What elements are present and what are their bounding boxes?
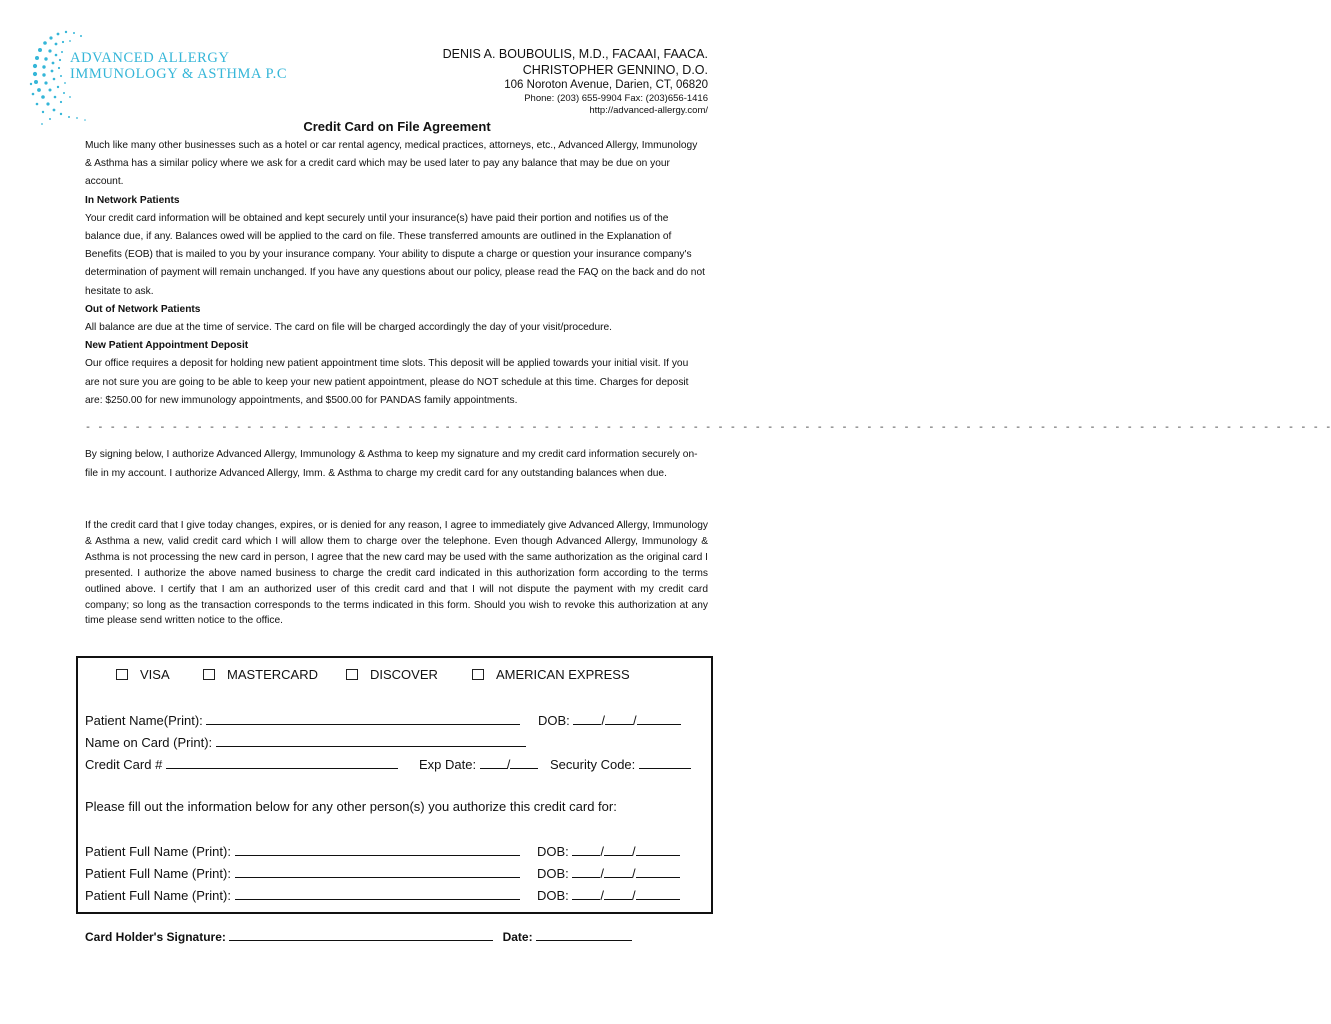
out-network-heading: Out of Network Patients bbox=[85, 303, 201, 315]
dob-label: DOB: bbox=[538, 713, 570, 728]
signature-date-field[interactable] bbox=[536, 929, 632, 941]
name-on-card-label: Name on Card (Print): bbox=[85, 735, 213, 750]
card-option-visa[interactable] bbox=[116, 667, 170, 682]
dob-day-field[interactable] bbox=[604, 887, 632, 900]
signature-date-label: Date: bbox=[502, 930, 533, 944]
signature-field[interactable] bbox=[229, 929, 493, 941]
dashed-divider: - - - - - - - - - - - - - - - - - - - - - - - - - - - - - - - - - - - - - - - - - - - - - - - - - - - - - - - - - - - - - - - - - - - - - - - - - - - - - - - - - - - - - - - - - - - - - - - - - - - - - bbox=[85, 423, 1331, 434]
logo-line-2: IMMUNOLOGY & ASTHMA P.C bbox=[70, 66, 288, 82]
practice-header bbox=[443, 46, 708, 117]
exp-date-label: Exp Date: bbox=[419, 757, 477, 772]
dob-year-field[interactable] bbox=[637, 712, 681, 725]
other-patient-label: Patient Full Name (Print): bbox=[85, 866, 231, 881]
signature-label: Card Holder's Signature: bbox=[85, 930, 226, 944]
authorization-paragraph: By signing below, I authorize Advanced Allergy, Immunology & Asthma to keep my signature and my credit card information securely on-file in my account. I authorize Advanced Allergy, Imm. & Asthma to charge my credit card for any outstanding balances when due. bbox=[85, 449, 698, 479]
page-title: Credit Card on File Agreement bbox=[303, 119, 491, 134]
other-patient-row-1 bbox=[85, 843, 520, 859]
dob-month-field[interactable] bbox=[572, 843, 600, 856]
security-code-field[interactable] bbox=[639, 756, 691, 769]
new-patient-heading: New Patient Appointment Deposit bbox=[85, 340, 249, 352]
policy-section bbox=[85, 137, 705, 410]
dob-row-main: DOB: / / bbox=[538, 712, 681, 728]
dob-year-field[interactable] bbox=[636, 865, 680, 878]
credit-card-row bbox=[85, 756, 398, 772]
other-patient-label: Patient Full Name (Print): bbox=[85, 844, 231, 859]
card-option-mastercard[interactable] bbox=[203, 667, 318, 682]
new-patient-text: Our office requires a deposit for holding new patient appointment time slots. This deposit will be applied towards your initial visit. If you are not sure you are going to be able to keep your new patient appointment, please do NOT schedule at this time. Charges for deposit are: $250.00 for new immunology appointments, and $500.00 for PANDAS family appointments. bbox=[85, 358, 689, 406]
dob-day-field[interactable] bbox=[604, 843, 632, 856]
exp-year-field[interactable] bbox=[510, 756, 538, 769]
intro-paragraph: Much like many other businesses such as a hotel or car rental agency, medical practices, attorneys, etc., Advanced Allergy, Immunology & Asthma has a similar policy where we ask for a credit card which may be used later to pay any balance that may be due on your account. bbox=[85, 140, 698, 188]
patient-name-label: Patient Name(Print): bbox=[85, 713, 203, 728]
other-patient-label: Patient Full Name (Print): bbox=[85, 888, 231, 903]
card-change-paragraph: If the credit card that I give today changes, expires, or is denied for any reason, I agree to immediately give Advanced Allergy, Immunology & Asthma a new, valid credit card which I will allow them to charge over the telephone. Even though Advanced Allergy, Immunology & Asthma is not processing the new card in person, I agree that the new card may be used with the same authorization as the original card I presented. I authorize the above named business to charge the credit card indicated in this authorization form according to the terms outlined above. I certify that I am an authorized user of this credit card and that I will not dispute the payment with my credit card company; so long as the transaction corresponds to the terms indicated in this form. Should you wish to revoke this authorization at any time please send written notice to the office. bbox=[85, 520, 708, 627]
dob-month-field[interactable] bbox=[572, 865, 600, 878]
exp-month-field[interactable] bbox=[480, 756, 507, 769]
security-code-label: Security Code: bbox=[550, 757, 636, 772]
security-code-row bbox=[550, 756, 691, 772]
other-patient-name-field[interactable] bbox=[235, 843, 520, 856]
other-patient-row-3 bbox=[85, 887, 520, 903]
name-on-card-row bbox=[85, 734, 526, 750]
other-patient-name-field[interactable] bbox=[235, 865, 520, 878]
visa-checkbox[interactable] bbox=[116, 669, 128, 680]
dob-month-field[interactable] bbox=[573, 712, 601, 725]
doctor-1: DENIS A. BOUBOULIS, M.D., FACAAI, FAACA. bbox=[442, 47, 708, 61]
card-option-discover[interactable] bbox=[346, 667, 438, 682]
in-network-text: Your credit card information will be obtained and kept securely until your insurance(s) have paid their portion and notifies us of the balance due, if any. Balances owed will be applied to the card on file. These transferred amounts are outlined in the Explanation of Benefits (EOB) that is mailed to you by your insurance company. Your ability to dispute a charge or question your insurance company's determination of payment will remain unchanged. If you have any questions about our policy, please read the FAQ on the back and do not hesitate to ask. bbox=[85, 212, 705, 297]
amex-label: AMERICAN EXPRESS bbox=[496, 667, 630, 682]
out-network-text: All balance are due at the time of service. The card on file will be charged accordingly the day of your visit/procedure. bbox=[85, 322, 613, 334]
dob-day-field[interactable] bbox=[604, 865, 632, 878]
other-patient-row-2 bbox=[85, 865, 520, 881]
mastercard-checkbox[interactable] bbox=[203, 669, 215, 680]
dob-year-field[interactable] bbox=[636, 887, 680, 900]
dob-month-field[interactable] bbox=[572, 887, 600, 900]
card-option-amex[interactable] bbox=[472, 667, 630, 682]
mastercard-label: MASTERCARD bbox=[227, 667, 319, 682]
dob-label: DOB: bbox=[537, 866, 569, 881]
patient-name-row bbox=[85, 712, 520, 728]
other-dob-row-3: DOB: / / bbox=[537, 887, 680, 903]
other-dob-row-1: DOB: / / bbox=[537, 843, 680, 859]
dob-label: DOB: bbox=[537, 844, 569, 859]
other-patient-name-field[interactable] bbox=[235, 887, 520, 900]
in-network-heading: In Network Patients bbox=[85, 194, 180, 206]
dob-day-field[interactable] bbox=[605, 712, 633, 725]
visa-label: VISA bbox=[140, 667, 170, 682]
dob-year-field[interactable] bbox=[636, 843, 680, 856]
name-on-card-field[interactable] bbox=[216, 734, 526, 747]
logo-line-1: ADVANCED ALLERGY bbox=[70, 50, 230, 66]
other-dob-row-2: DOB: / / bbox=[537, 865, 680, 881]
dob-label: DOB: bbox=[537, 888, 569, 903]
logo-wordmark bbox=[70, 50, 287, 82]
address: 106 Noroton Avenue, Darien, CT, 06820 bbox=[504, 79, 708, 91]
discover-label: DISCOVER bbox=[370, 667, 438, 682]
exp-date-row: Exp Date: / bbox=[419, 756, 538, 772]
discover-checkbox[interactable] bbox=[346, 669, 358, 680]
credit-card-number-field[interactable] bbox=[166, 756, 398, 769]
website: http://advanced-allergy.com/ bbox=[589, 105, 708, 116]
signature-row bbox=[85, 929, 632, 944]
amex-checkbox[interactable] bbox=[472, 669, 484, 680]
credit-card-label: Credit Card # bbox=[85, 757, 163, 772]
patient-name-field[interactable] bbox=[206, 712, 520, 725]
phone-fax: Phone: (203) 655-9904 Fax: (203)656-1416 bbox=[524, 93, 708, 104]
doctor-2: CHRISTOPHER GENNINO, D.O. bbox=[522, 63, 708, 77]
other-persons-prompt: Please fill out the information below for any other person(s) you authorize this credit card for: bbox=[85, 799, 617, 814]
